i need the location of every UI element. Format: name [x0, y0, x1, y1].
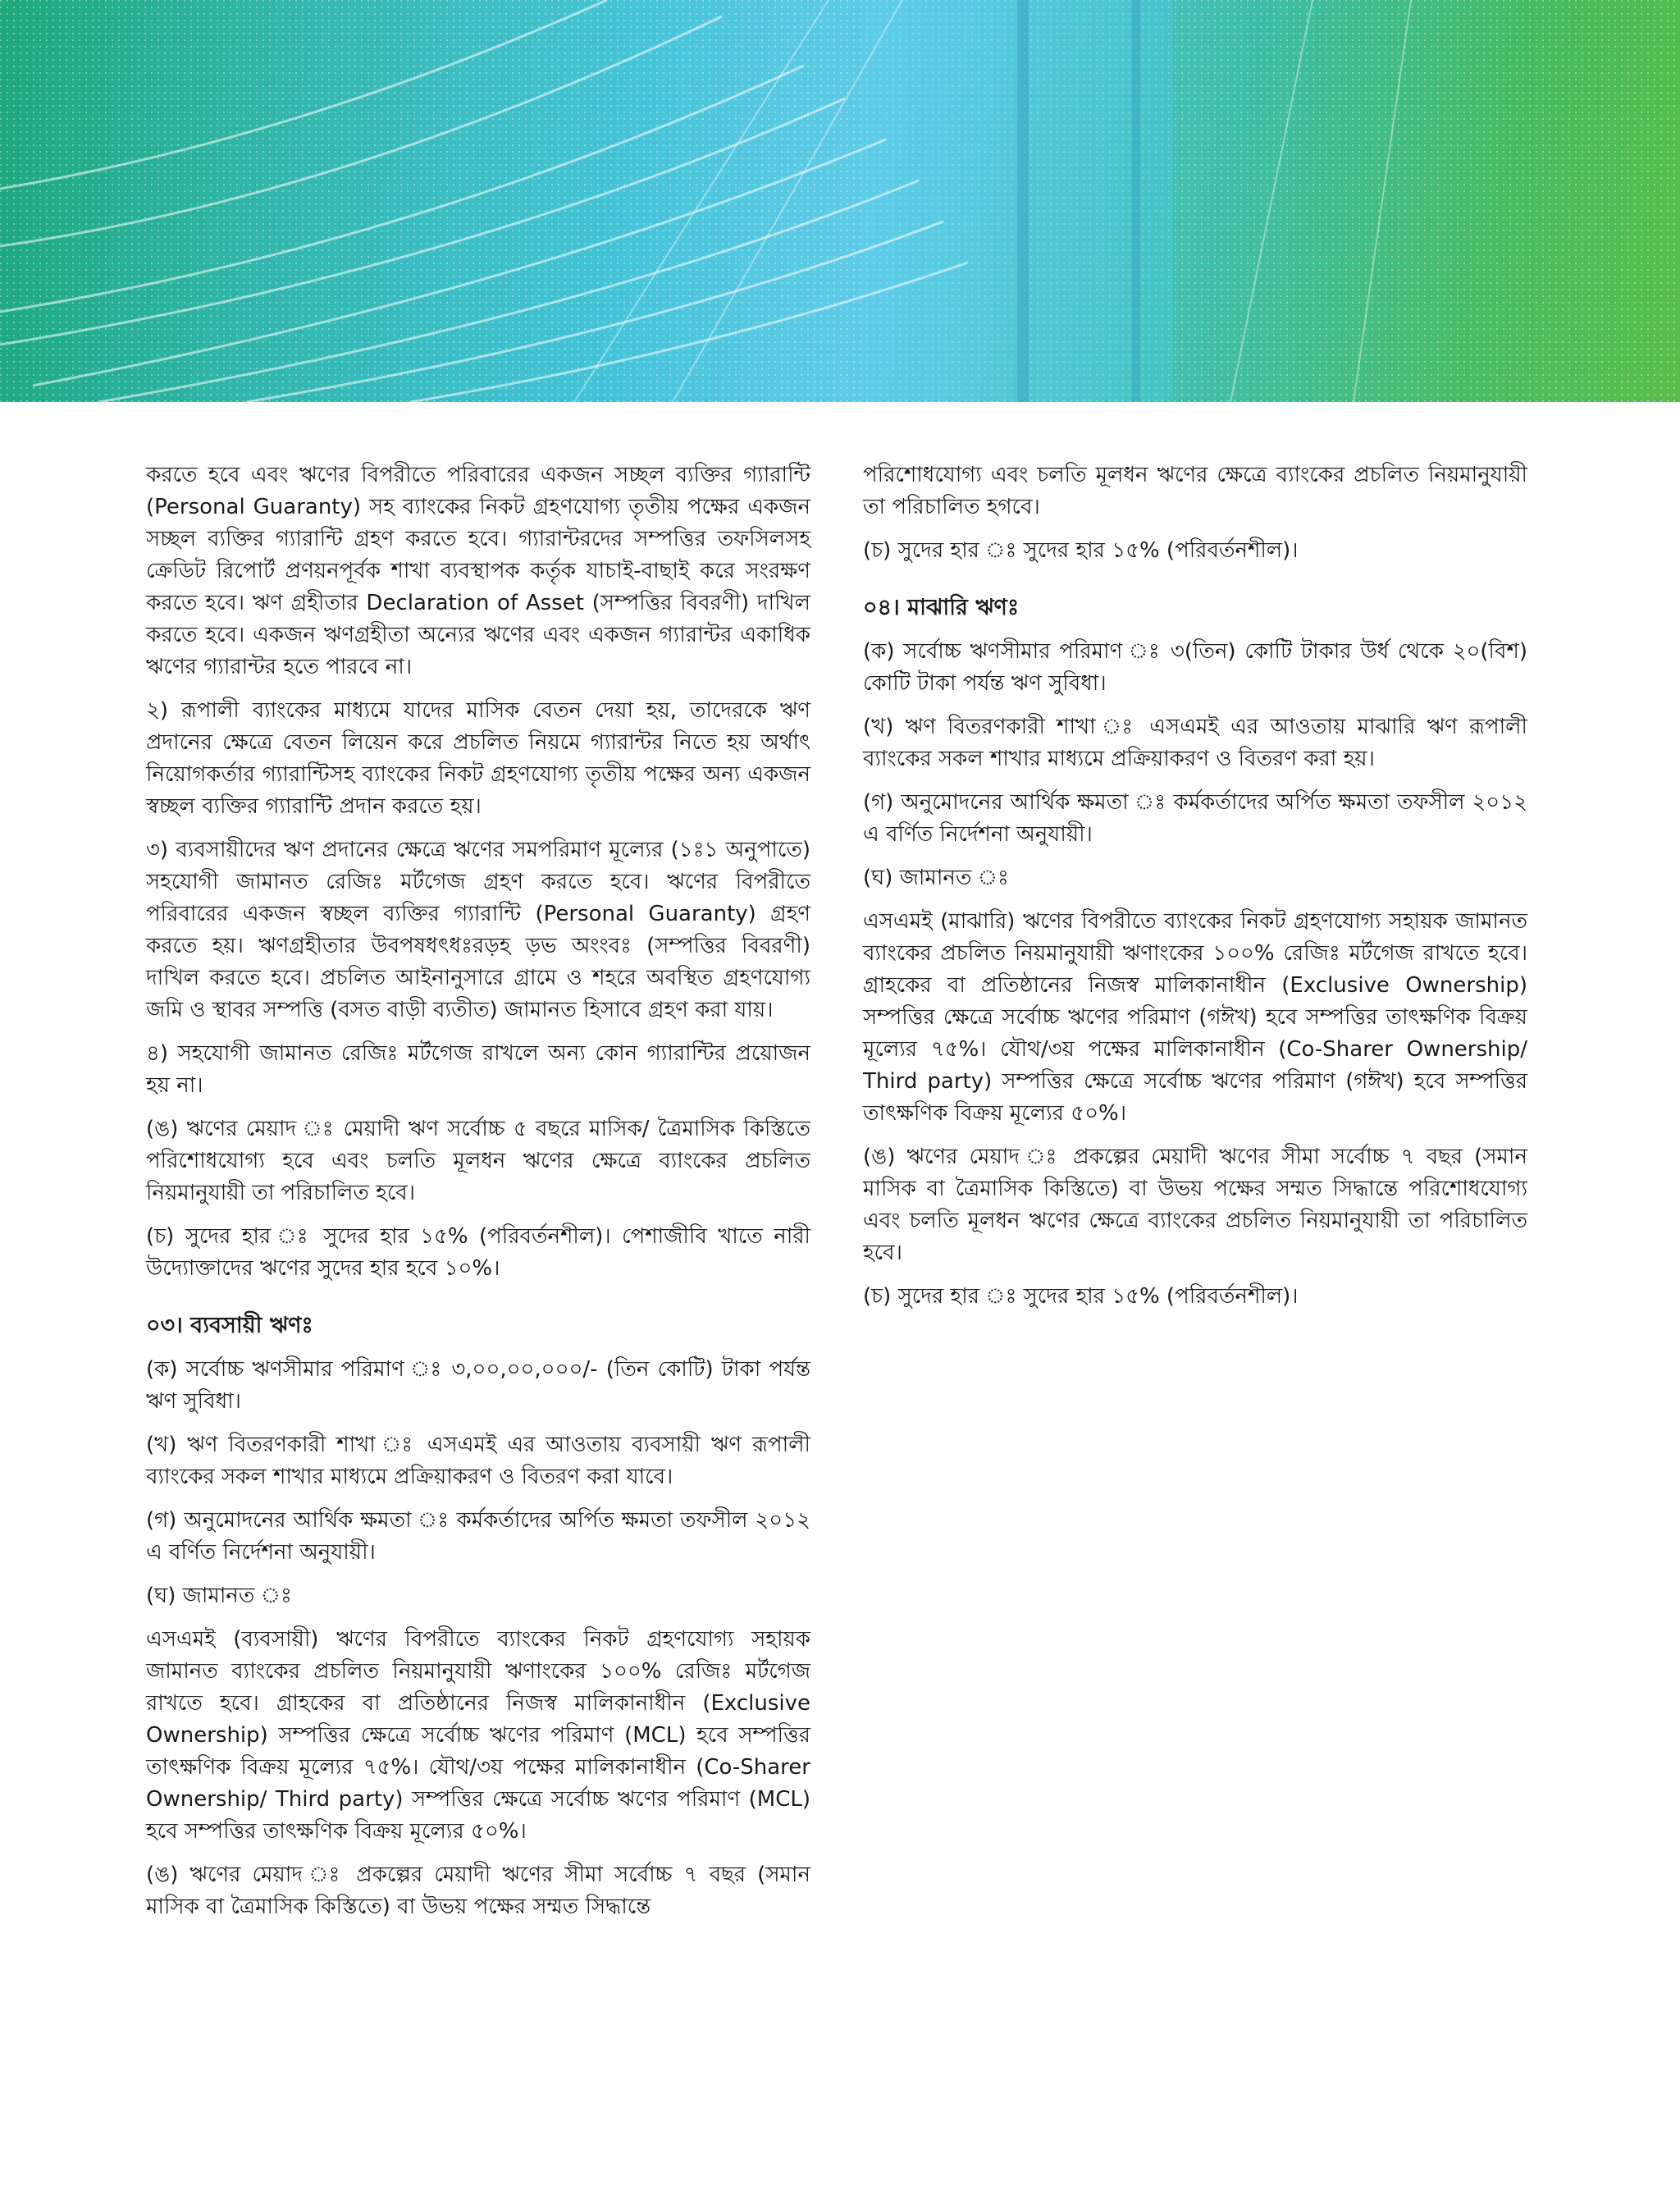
paragraph: পরিশোধযোগ্য এবং চলতি মূলধন ঋণের ক্ষেত্রে ব্যাংকের প্রচলিত নিয়মানুযায়ী তা পরিচালিত হগবে। [863, 463, 1527, 519]
paragraph: (ক) সর্বোচ্চ ঋণসীমার পরিমাণ ঃ ৩(তিন) কোটি টাকার উর্ধ থেকে ২০(বিশ) কোটি টাকা পর্যন্ত ঋণ সুবিধা। [863, 639, 1527, 696]
right-text-column [863, 459, 1527, 1324]
paragraph: (গ) অনুমোদনের আর্থিক ক্ষমতা ঃ কর্মকর্তাদের অর্পিত ক্ষমতা তফসীল ২০১২ এ বর্ণিত নির্দেশনা অনুযায়ী। [146, 1508, 810, 1565]
paragraph: (ক) সর্বোচ্চ ঋণসীমার পরিমাণ ঃ ৩,০০,০০,০০০/- (তিন কোটি) টাকা পর্যন্ত ঋণ সুবিধা। [146, 1357, 810, 1414]
left-text-column [146, 459, 810, 1935]
paragraph: ৩) ব্যবসায়ীদের ঋণ প্রদানের ক্ষেত্রে ঋণের সমপরিমাণ মূল্যের (১ঃ১ অনুপাতে) সহযোগী জামানত রেজিঃ মর্টগেজ গ্রহণ করতে হবে। ঋণের বিপরীতে পরিবারের একজন স্বচ্ছল ব্যক্তির গ্যারান্টি (Personal Guaranty) গ্রহণ করতে হয়। ঋণগ্রহীতার উবপষধৎধঃরড়হ ড়ভ অংংবঃ (সম্পত্তির বিবরণী) দাখিল করতে হবে। প্রচলিত আইনানুসারে গ্রামে ও শহরে অবস্থিত গ্রহণযোগ্য জমি ও স্থাবর সম্পত্তি (বসত বাড়ী ব্যতীত) জামানত হিসাবে গ্রহণ করা যায়। [146, 838, 810, 1022]
paragraph: (ঘ) জামানত ঃ [863, 866, 1009, 890]
paragraph: এসএমই (মাঝারি) ঋণের বিপরীতে ব্যাংকের নিকট গ্রহণযোগ্য সহায়ক জামানত ব্যাংকের প্রচলিত নিয়মানুযায়ী ঋণাংকের ১০০% রেজিঃ মর্টগেজ রাখতে হবে। গ্রাহকের বা প্রতিষ্ঠানের নিজস্ব মালিকানাধীন (Exclusive Ownership) সম্পত্তির ক্ষেত্রে সর্বোচ্চ ঋণের পরিমাণ (গঈখ) হবে সম্পত্তির তাৎক্ষণিক বিক্রয় মূল্যের ৭৫%। যৌথ/৩য় পক্ষের মালিকানাধীন (Co-Sharer Ownership/ Third party) সম্পত্তির ক্ষেত্রে সর্বোচ্চ ঋণের পরিমাণ (গঈখ) হবে সম্পত্তির তাৎক্ষণিক বিক্রয় মূল্যের ৫০%। [863, 909, 1527, 1126]
paragraph: করতে হবে এবং ঋণের বিপরীতে পরিবারের একজন সচ্ছল ব্যক্তির গ্যারান্টি (Personal Guaranty) সহ ব্যাংকের নিকট গ্রহণযোগ্য তৃতীয় পক্ষের একজন সচ্ছল ব্যক্তির গ্যারান্টি গ্রহণ করতে হবে। গ্যারান্টরদের সম্পত্তির তফসিলসহ ক্রেডিট রিপোর্ট প্রণয়নপূর্বক শাখা ব্যবস্থাপক কর্তৃক যাচাই-বাছাই করে সংরক্ষণ করতে হবে। ঋণ গ্রহীতার Declaration of Asset (সম্পত্তির বিবরণী) দাখিল করতে হবে। একজন ঋণগ্রহীতা অন্যের ঋণের এবং একজন গ্যারান্টর একাধিক ঋণের গ্যারান্টর হতে পারবে না। [146, 463, 810, 679]
paragraph: (খ) ঋণ বিতরণকারী শাখা ঃ এসএমই এর আওতায় মাঝারি ঋণ রূপালী ব্যাংকের সকল শাখার মাধ্যমে প্রক্রিয়াকরণ ও বিতরণ করা হয়। [863, 715, 1527, 771]
paragraph: (চ) সুদের হার ঃ সুদের হার ১৫% (পরিবর্তনশীল)। [863, 1284, 1299, 1309]
section-heading-medium-loan: ০৪। মাঝারি ঋণঃ [863, 595, 1020, 620]
paragraph: (চ) সুদের হার ঃ সুদের হার ১৫% (পরিবর্তনশীল)। [863, 538, 1299, 563]
paragraph: ৪) সহযোগী জামানত রেজিঃ মর্টগেজ রাখলে অন্য কোন গ্যারান্টির প্রয়োজন হয় না। [146, 1041, 810, 1098]
glass-building-graphic [0, 0, 1680, 402]
paragraph: (ঙ) ঋণের মেয়াদ ঃ প্রকল্পের মেয়াদী ঋণের সীমা সর্বোচ্চ ৭ বছর (সমান মাসিক বা ত্রৈমাসিক কিস্তিতে) বা উভয় পক্ষের সম্মত সিদ্ধান্তে [146, 1863, 810, 1919]
paragraph: (গ) অনুমোদনের আর্থিক ক্ষমতা ঃ কর্মকর্তাদের অর্পিত ক্ষমতা তফসীল ২০১২ এ বর্ণিত নির্দেশনা অনুযায়ী। [863, 790, 1527, 847]
section-heading-business-loan: ০৩। ব্যবসায়ী ঋণঃ [146, 1313, 313, 1338]
paragraph: (ঘ) জামানত ঃ [146, 1584, 292, 1608]
paragraph: এসএমই (ব্যবসায়ী) ঋণের বিপরীতে ব্যাংকের নিকট গ্রহণযোগ্য সহায়ক জামানত ব্যাংকের প্রচলিত নিয়মানুযায়ী ঋণাংকের ১০০% রেজিঃ মর্টগেজ রাখতে হবে। গ্রাহকের বা প্রতিষ্ঠানের নিজস্ব মালিকানাধীন (Exclusive Ownership) সম্পত্তির ক্ষেত্রে সর্বোচ্চ ঋণের পরিমাণ (MCL) হবে সম্পত্তির তাৎক্ষণিক বিক্রয় মূল্যের ৭৫%। যৌথ/৩য় পক্ষের মালিকানাধীন (Co-Sharer Ownership/ Third party) সম্পত্তির ক্ষেত্রে সর্বোচ্চ ঋণের পরিমাণ (MCL) হবে সম্পত্তির তাৎক্ষণিক বিক্রয় মূল্যের ৫০%। [146, 1627, 810, 1844]
paragraph: (চ) সুদের হার ঃ সুদের হার ১৫% (পরিবর্তনশীল)। পেশাজীবি খাতে নারী উদ্যোক্তাদের ঋণের সুদের হার হবে ১০%। [146, 1224, 810, 1281]
paragraph: ২) রূপালী ব্যাংকের মাধ্যমে যাদের মাসিক বেতন দেয়া হয়, তাদেরকে ঋণ প্রদানের ক্ষেত্রে বেতন লিয়েন করে প্রচলিত নিয়মে গ্যারান্টর নিতে হয় অর্থাৎ নিয়োগকর্তার গ্যারান্টিসহ ব্যাংকের নিকট গ্রহণযোগ্য তৃতীয় পক্ষের অন্য একজন স্বচ্ছল ব্যক্তির গ্যারান্টি প্রদান করতে হয়। [146, 698, 810, 819]
paragraph: (ঙ) ঋণের মেয়াদ ঃ প্রকল্পের মেয়াদী ঋণের সীমা সর্বোচ্চ ৭ বছর (সমান মাসিক বা ত্রৈমাসিক কিস্তিতে) বা উভয় পক্ষের সম্মত সিদ্ধান্তে পরিশোধযোগ্য এবং চলতি মূলধন ঋণের ক্ষেত্রে ব্যাংকের প্রচলিত নিয়মানুযায়ী তা পরিচালিত হবে। [863, 1145, 1527, 1265]
paragraph: (ঙ) ঋণের মেয়াদ ঃ মেয়াদী ঋণ সর্বোচ্চ ৫ বছরে মাসিক/ ত্রৈমাসিক কিস্তিতে পরিশোধযোগ্য হবে এবং চলতি মূলধন ঋণের ক্ষেত্রে ব্যাংকের প্রচলিত নিয়মানুযায়ী তা পরিচালিত হবে। [146, 1117, 810, 1205]
paragraph: (খ) ঋণ বিতরণকারী শাখা ঃ এসএমই এর আওতায় ব্যবসায়ী ঋণ রূপালী ব্যাংকের সকল শাখার মাধ্যমে প্রক্রিয়াকরণ ও বিতরণ করা যাবে। [146, 1433, 810, 1489]
header-banner-image [0, 0, 1680, 402]
